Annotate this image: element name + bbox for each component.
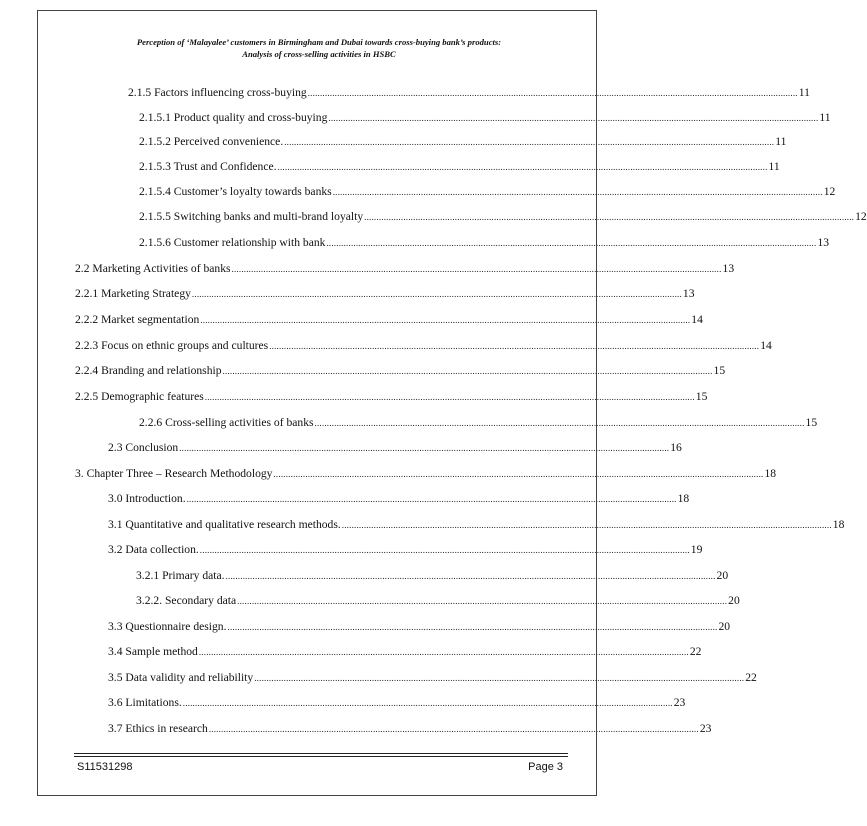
toc-entry-title: 2.2.2 Market segmentation (75, 313, 200, 326)
toc-dot-leader: ........................................................................................................................................................................................................ (269, 341, 760, 351)
toc-entry-page-number: 19 (690, 543, 703, 556)
toc-dot-leader: ........................................................................................................................................................................................................ (277, 162, 768, 172)
toc-entry[interactable] (75, 262, 735, 276)
toc-entry[interactable] (139, 135, 787, 149)
toc-entry-page-number: 12 (855, 210, 867, 223)
toc-dot-leader: ........................................................................................................................................................................................................ (273, 469, 764, 479)
toc-entry-title: 2.2.1 Marketing Strategy (75, 287, 191, 300)
toc-entry-title: 2.1.5.6 Customer relationship with bank (139, 236, 326, 249)
toc-entry-title: 2.1.5.1 Product quality and cross-buying (139, 111, 328, 124)
toc-entry[interactable] (139, 236, 830, 250)
footer-page-number: Page 3 (528, 761, 563, 773)
toc-entry-page-number: 11 (768, 160, 780, 173)
toc-dot-leader: ........................................................................................................................................................................................................ (179, 443, 670, 453)
toc-entry-title: 3.2.1 Primary data. (136, 569, 225, 582)
toc-entry-page-number: 14 (760, 339, 772, 352)
toc-entry-page-number: 23 (699, 722, 712, 735)
toc-entry[interactable] (139, 111, 831, 125)
toc-entry-title: 3.7 Ethics in research (108, 722, 208, 735)
toc-entry[interactable] (136, 594, 740, 608)
toc-entry-page-number: 11 (798, 86, 810, 99)
toc-entry[interactable] (139, 416, 818, 430)
toc-entry-title: 3.2 Data collection. (108, 543, 199, 556)
toc-entry-page-number: 12 (823, 185, 836, 198)
toc-entry[interactable] (108, 671, 757, 685)
toc-entry-title: 3.1 Quantitative and qualitative research methods. (108, 518, 341, 531)
toc-dot-leader: ........................................................................................................................................................................................................ (326, 238, 817, 248)
toc-entry-title: 2.2 Marketing Activities of banks (75, 262, 231, 275)
toc-entry-title: 2.1.5 Factors influencing cross-buying (128, 86, 307, 99)
toc-entry-page-number: 18 (832, 518, 845, 531)
toc-dot-leader: ........................................................................................................................................................................................................ (284, 137, 775, 147)
toc-dot-leader: ........................................................................................................................................................................................................ (186, 494, 677, 504)
toc-dot-leader: ........................................................................................................................................................................................................ (198, 647, 689, 657)
toc-entry-page-number: 13 (682, 287, 695, 300)
toc-entry-title: 2.1.5.4 Customer’s loyalty towards banks (139, 185, 332, 198)
toc-entry[interactable] (75, 313, 703, 327)
toc-entry-page-number: 23 (673, 696, 686, 709)
toc-entry-title: 3.2.2. Secondary data (136, 594, 237, 607)
toc-entry[interactable] (139, 185, 836, 199)
toc-dot-leader: ........................................................................................................................................................................................................ (182, 698, 673, 708)
toc-entry-title: 3.0 Introduction. (108, 492, 186, 505)
toc-dot-leader: ........................................................................................................................................................................................................ (225, 571, 716, 581)
header-title-line2: Analysis of cross-selling activities in HSBC (242, 49, 396, 59)
toc-entry[interactable] (108, 492, 690, 506)
toc-dot-leader: ........................................................................................................................................................................................................ (341, 520, 832, 530)
toc-entry-page-number: 15 (713, 364, 726, 377)
toc-entry[interactable] (108, 518, 845, 532)
toc-entry-title: 2.1.5.3 Trust and Confidence. (139, 160, 277, 173)
toc-entry[interactable] (108, 620, 731, 634)
toc-entry-page-number: 11 (775, 135, 787, 148)
toc-entry[interactable] (75, 339, 772, 353)
footer-rule-second (74, 756, 568, 757)
toc-entry-page-number: 15 (695, 390, 708, 403)
toc-entry-page-number: 14 (691, 313, 703, 326)
toc-dot-leader: ........................................................................................................................................................................................................ (307, 88, 798, 98)
toc-entry[interactable] (75, 390, 708, 404)
toc-entry-title: 3.4 Sample method (108, 645, 198, 658)
toc-entry[interactable] (108, 441, 682, 455)
toc-entry-title: 2.2.6 Cross-selling activities of banks (139, 416, 314, 429)
toc-dot-leader: ........................................................................................................................................................................................................ (237, 596, 728, 606)
toc-entry-title: 2.2.3 Focus on ethnic groups and cultures (75, 339, 269, 352)
toc-entry[interactable] (108, 543, 703, 557)
toc-dot-leader: ........................................................................................................................................................................................................ (227, 622, 718, 632)
toc-dot-leader: ........................................................................................................................................................................................................ (200, 315, 691, 325)
page-header (60, 36, 578, 60)
toc-dot-leader: ........................................................................................................................................................................................................ (199, 545, 690, 555)
toc-entry-title: 2.3 Conclusion (108, 441, 179, 454)
toc-entry-title: 3.5 Data validity and reliability (108, 671, 254, 684)
toc-entry[interactable] (108, 645, 702, 659)
toc-entry[interactable] (75, 364, 726, 378)
toc-dot-leader: ........................................................................................................................................................................................................ (364, 212, 855, 222)
toc-dot-leader: ........................................................................................................................................................................................................ (208, 724, 699, 734)
toc-dot-leader: ........................................................................................................................................................................................................ (328, 113, 819, 123)
toc-entry-page-number: 20 (718, 620, 731, 633)
toc-entry-page-number: 11 (819, 111, 831, 124)
toc-entry[interactable] (136, 569, 729, 583)
toc-entry-page-number: 13 (817, 236, 830, 249)
toc-entry-title: 2.1.5.5 Switching banks and multi-brand loyalty (139, 210, 364, 223)
toc-dot-leader: ........................................................................................................................................................................................................ (204, 392, 695, 402)
toc-entry-title: 2.2.4 Branding and relationship (75, 364, 222, 377)
toc-dot-leader: ........................................................................................................................................................................................................ (231, 264, 722, 274)
toc-entry-page-number: 16 (670, 441, 682, 454)
toc-entry[interactable] (139, 210, 867, 224)
toc-entry-title: 3.3 Questionnaire design. (108, 620, 227, 633)
toc-entry-page-number: 18 (677, 492, 690, 505)
footer-student-id: S11531298 (77, 761, 133, 773)
toc-entry-page-number: 15 (805, 416, 818, 429)
toc-dot-leader: ........................................................................................................................................................................................................ (222, 366, 713, 376)
toc-entry-title: 3. Chapter Three – Research Methodology (75, 467, 273, 480)
toc-entry[interactable] (108, 696, 686, 710)
toc-entry[interactable] (75, 467, 777, 481)
toc-entry-page-number: 22 (689, 645, 702, 658)
toc-entry-title: 2.2.5 Demographic features (75, 390, 204, 403)
toc-entry[interactable] (108, 722, 712, 736)
toc-dot-leader: ........................................................................................................................................................................................................ (314, 418, 805, 428)
header-title-line1: Perception of ‘Malayalee’ customers in Birmingham and Dubai towards cross-buying bank’s products: (136, 37, 502, 47)
footer-rule (74, 753, 568, 754)
toc-entry-page-number: 22 (745, 671, 757, 684)
toc-dot-leader: ........................................................................................................................................................................................................ (254, 673, 745, 683)
toc-entry-page-number: 13 (722, 262, 735, 275)
toc-entry-title: 2.1.5.2 Perceived convenience. (139, 135, 284, 148)
toc-dot-leader: ........................................................................................................................................................................................................ (332, 187, 823, 197)
toc-entry[interactable] (75, 287, 695, 301)
toc-entry-page-number: 20 (728, 594, 740, 607)
toc-entry[interactable] (139, 160, 780, 174)
toc-entry[interactable] (128, 86, 810, 100)
toc-entry-title: 3.6 Limitations. (108, 696, 182, 709)
toc-dot-leader: ........................................................................................................................................................................................................ (191, 289, 682, 299)
toc-entry-page-number: 18 (764, 467, 777, 480)
toc-entry-page-number: 20 (716, 569, 729, 582)
